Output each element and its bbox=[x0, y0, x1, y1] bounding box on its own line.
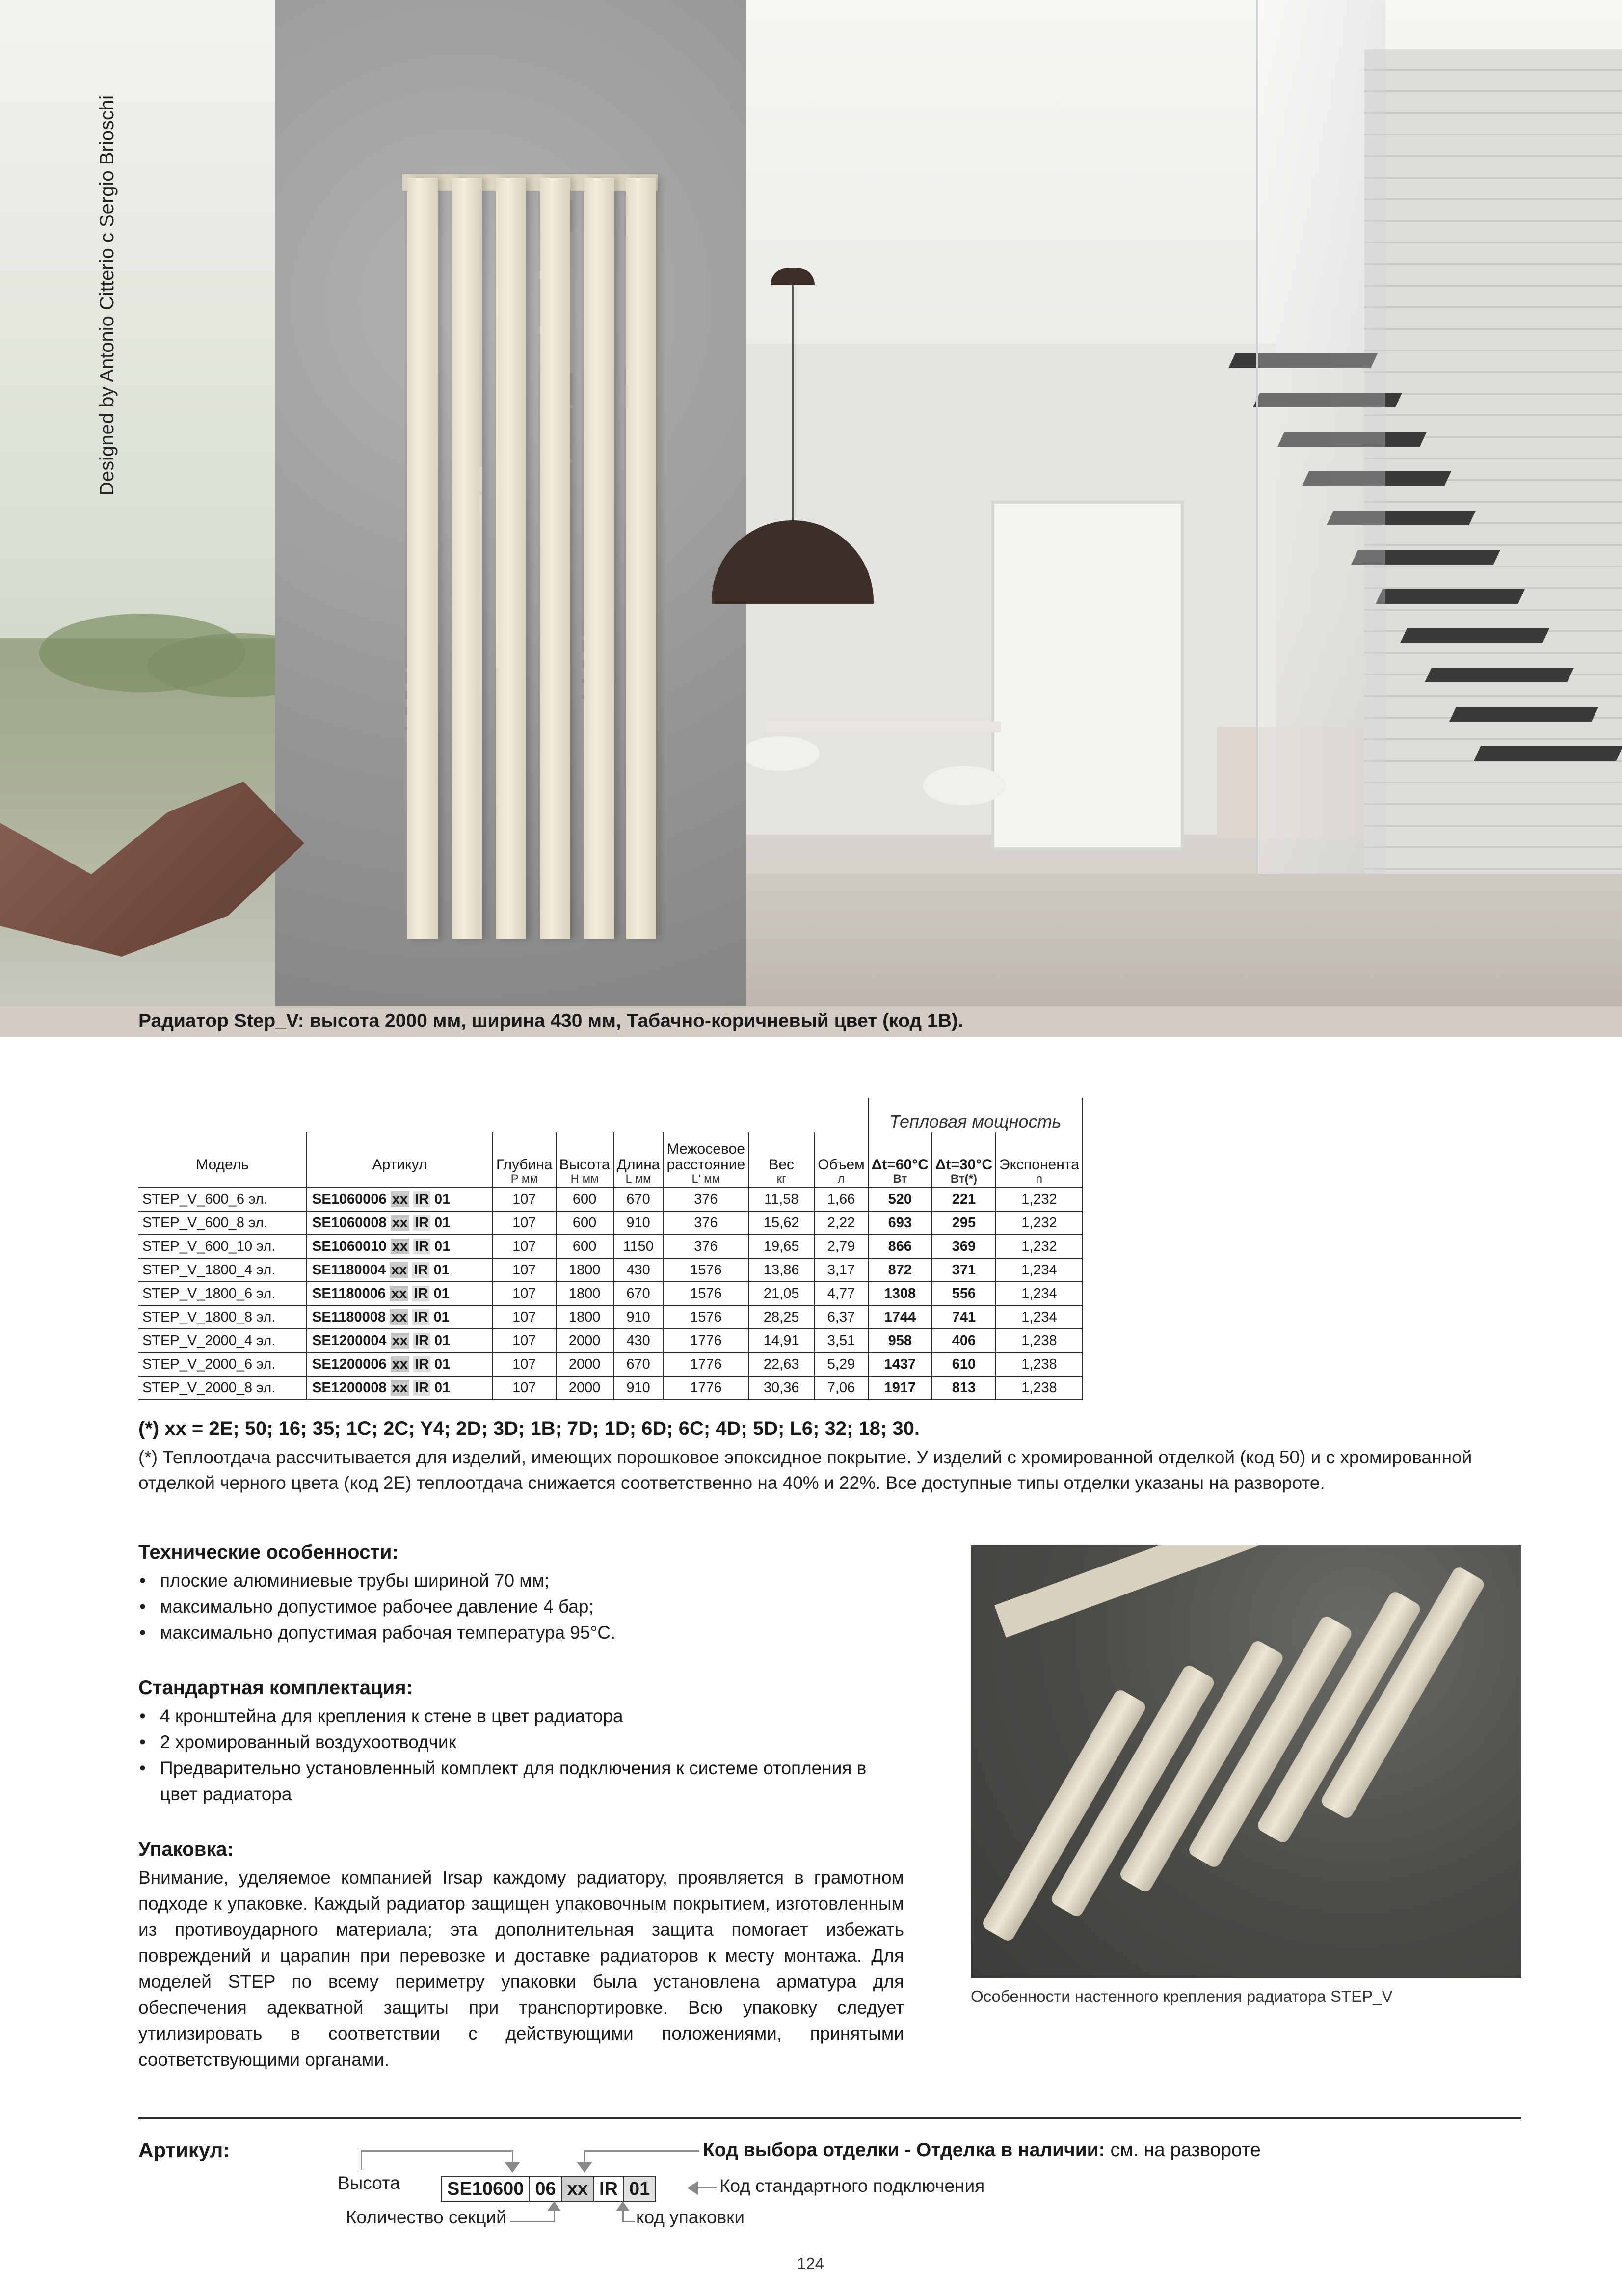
cell-w: 28,25 bbox=[748, 1305, 814, 1329]
article-part: SE1200008 bbox=[312, 1379, 387, 1396]
connector-line bbox=[584, 2150, 699, 2152]
cell-w: 30,36 bbox=[748, 1376, 814, 1400]
chair bbox=[923, 766, 1006, 805]
article-part: SE1200004 bbox=[312, 1332, 387, 1349]
cell-li: 1776 bbox=[663, 1329, 748, 1352]
cell-p: 107 bbox=[493, 1352, 556, 1376]
cell-h: 2000 bbox=[556, 1376, 613, 1400]
list-item: • плоские алюминиевые трубы шириной 70 мм; bbox=[138, 1567, 904, 1594]
article-part: SE1060008 bbox=[312, 1215, 387, 1231]
cell-l: 910 bbox=[613, 1305, 664, 1329]
table-row bbox=[138, 1305, 1083, 1329]
col-depth: Глубина bbox=[493, 1132, 556, 1172]
cell-w: 21,05 bbox=[748, 1282, 814, 1305]
stair-step bbox=[1400, 628, 1549, 643]
cell-v: 7,06 bbox=[814, 1376, 868, 1400]
article-part: xx bbox=[391, 1239, 409, 1254]
article-part: SE1180006 bbox=[312, 1285, 386, 1301]
cell-q30: 371 bbox=[932, 1258, 996, 1282]
cell-model: STEP_V_2000_8 эл. bbox=[138, 1376, 307, 1400]
cell-l: 670 bbox=[613, 1352, 664, 1376]
code-height: SE10600 bbox=[441, 2177, 530, 2201]
cell-li: 1776 bbox=[663, 1352, 748, 1376]
arrow-left-icon bbox=[687, 2181, 698, 2195]
page-number: 124 bbox=[797, 2254, 824, 2272]
glass-door bbox=[991, 501, 1184, 850]
unit-center-distance: L' мм bbox=[663, 1172, 748, 1188]
cell-q30: 610 bbox=[932, 1352, 996, 1376]
connection-label: Код стандартного подключения bbox=[719, 2176, 985, 2196]
cell-q60: 1917 bbox=[868, 1376, 932, 1400]
connector-line bbox=[622, 2210, 624, 2222]
cell-v: 2,79 bbox=[814, 1235, 868, 1258]
cell-h: 1800 bbox=[556, 1305, 613, 1329]
article-part: xx bbox=[391, 1380, 409, 1396]
radiator-tube bbox=[452, 178, 482, 939]
arrow-down-icon bbox=[577, 2162, 592, 2173]
cell-n: 1,238 bbox=[996, 1352, 1083, 1376]
article-part: IR bbox=[413, 1380, 430, 1396]
stair-step bbox=[1474, 746, 1622, 761]
cell-n: 1,234 bbox=[996, 1258, 1083, 1282]
article-part: SE1180004 bbox=[312, 1262, 386, 1278]
unit-dt60: Вт bbox=[868, 1172, 932, 1188]
article-part: xx bbox=[391, 1333, 409, 1349]
standard-list bbox=[138, 1703, 904, 1807]
cell-h: 1800 bbox=[556, 1258, 613, 1282]
col-article: Артикул bbox=[307, 1132, 493, 1172]
cell-model: STEP_V_1800_4 эл. bbox=[138, 1258, 307, 1282]
arrow-up-icon bbox=[547, 2201, 561, 2211]
list-item: • Предварительно установленный комплект для подключения к системе отопления в цвет радиатора bbox=[138, 1755, 904, 1807]
article-cell bbox=[307, 1376, 493, 1400]
cell-h: 2000 bbox=[556, 1329, 613, 1352]
connector-line bbox=[554, 2210, 555, 2222]
cell-v: 3,51 bbox=[814, 1329, 868, 1352]
cell-model: STEP_V_2000_6 эл. bbox=[138, 1352, 307, 1376]
cell-li: 1576 bbox=[663, 1258, 748, 1282]
cell-p: 107 bbox=[493, 1188, 556, 1211]
cell-v: 4,77 bbox=[814, 1282, 868, 1305]
cell-p: 107 bbox=[493, 1305, 556, 1329]
code-sections: 06 bbox=[530, 2177, 562, 2201]
height-label: Высота bbox=[338, 2173, 400, 2193]
unit-volume: л bbox=[814, 1172, 868, 1188]
cell-l: 670 bbox=[613, 1282, 664, 1305]
article-cell bbox=[307, 1258, 493, 1282]
cell-p: 107 bbox=[493, 1282, 556, 1305]
cell-p: 107 bbox=[493, 1329, 556, 1352]
packaging-code-label: код упаковки bbox=[636, 2207, 745, 2227]
col-height: Высота bbox=[556, 1132, 613, 1172]
radiator-tube bbox=[496, 178, 526, 939]
article-cell bbox=[307, 1188, 493, 1211]
article-part: SE1180008 bbox=[312, 1309, 386, 1325]
cell-w: 15,62 bbox=[748, 1211, 814, 1235]
cell-l: 910 bbox=[613, 1211, 664, 1235]
article-cell bbox=[307, 1352, 493, 1376]
cell-model: STEP_V_600_10 эл. bbox=[138, 1235, 307, 1258]
packaging-text: Внимание, уделяемое компанией Irsap каждому радиатору, проявляется в грамотном подходе к упаковке. Каждый радиатор защищен упаковочным покрытием, изготовленным из противоударного материала; эта дополнительная защита помогает избежать повреждений и царапин при перевозке и доставке радиаторов к месту монтажа. Для моделей STEP по всему периметру упаковки была установлена арматура для обеспечения адекватной защиты при транспортировке. Всю упаковку следует утилизировать в соответствии с действующими положениями, принятыми соответствующими органами. bbox=[138, 1867, 904, 2070]
article-part: IR bbox=[412, 1262, 429, 1278]
article-part: IR bbox=[413, 1239, 430, 1254]
cell-v: 6,37 bbox=[814, 1305, 868, 1329]
cell-p: 107 bbox=[493, 1211, 556, 1235]
packaging-title: Упаковка: bbox=[138, 1838, 234, 1860]
list-item: • максимально допустимая рабочая температура 95°С. bbox=[138, 1620, 904, 1646]
hero-photo bbox=[0, 0, 1622, 1006]
list-item: • 2 хромированный воздухоотводчик bbox=[138, 1729, 904, 1755]
unit-height: H мм bbox=[556, 1172, 613, 1188]
col-center-distance: Межосевое расстояние bbox=[663, 1132, 748, 1172]
cell-n: 1,238 bbox=[996, 1329, 1083, 1352]
article-part: 01 bbox=[434, 1356, 451, 1372]
cell-q30: 221 bbox=[932, 1188, 996, 1211]
cell-q60: 520 bbox=[868, 1188, 932, 1211]
cell-q60: 1744 bbox=[868, 1305, 932, 1329]
article-part: IR bbox=[413, 1215, 430, 1231]
article-part: 01 bbox=[433, 1309, 450, 1325]
radiator-tube bbox=[407, 178, 438, 939]
cell-model: STEP_V_600_8 эл. bbox=[138, 1211, 307, 1235]
cell-h: 600 bbox=[556, 1235, 613, 1258]
article-part: 01 bbox=[433, 1262, 450, 1278]
spec-table-body bbox=[138, 1188, 1083, 1400]
cell-q60: 866 bbox=[868, 1235, 932, 1258]
table-notes bbox=[138, 1418, 1532, 1496]
cell-v: 2,22 bbox=[814, 1211, 868, 1235]
cell-l: 1150 bbox=[613, 1235, 664, 1258]
cell-q60: 1308 bbox=[868, 1282, 932, 1305]
cell-p: 107 bbox=[493, 1235, 556, 1258]
article-part: 01 bbox=[434, 1379, 451, 1396]
cell-q30: 556 bbox=[932, 1282, 996, 1305]
article-part: xx bbox=[391, 1215, 409, 1231]
list-item: • максимально допустимое рабочее давление 4 бар; bbox=[138, 1594, 904, 1620]
article-title: Артикул: bbox=[138, 2138, 230, 2161]
cell-l: 910 bbox=[613, 1376, 664, 1400]
article-cell bbox=[307, 1305, 493, 1329]
designer-credit: Designed by Antonio Citterio c Sergio Brioschi bbox=[96, 95, 118, 496]
tech-title: Технические особенности: bbox=[138, 1541, 399, 1563]
radiator-top-rail bbox=[402, 174, 658, 191]
cell-h: 1800 bbox=[556, 1282, 613, 1305]
article-part: 01 bbox=[434, 1238, 451, 1254]
cell-n: 1,234 bbox=[996, 1282, 1083, 1305]
table-row bbox=[138, 1258, 1083, 1282]
article-part: 01 bbox=[434, 1215, 451, 1231]
cell-q30: 295 bbox=[932, 1211, 996, 1235]
cell-n: 1,234 bbox=[996, 1305, 1083, 1329]
cell-h: 600 bbox=[556, 1188, 613, 1211]
article-part: 01 bbox=[434, 1191, 451, 1207]
cell-l: 430 bbox=[613, 1329, 664, 1352]
radiator-tube bbox=[540, 178, 570, 939]
cell-q30: 741 bbox=[932, 1305, 996, 1329]
article-part: IR bbox=[413, 1333, 430, 1349]
radiator-tube bbox=[626, 178, 656, 939]
arrow-up-icon bbox=[616, 2201, 630, 2211]
article-cell bbox=[307, 1282, 493, 1305]
article-part: xx bbox=[390, 1309, 408, 1325]
brick-wall bbox=[1364, 49, 1622, 957]
article-part: 01 bbox=[433, 1285, 450, 1301]
cell-model: STEP_V_1800_6 эл. bbox=[138, 1282, 307, 1305]
finish-codes: (*) xx = 2E; 50; 16; 35; 1C; 2C; Y4; 2D; 3D; 1B; 7D; 1D; 6D; 6C; 4D; 5D; L6; 32; 18; 30. bbox=[138, 1418, 920, 1439]
code-packaging: 01 bbox=[624, 2177, 656, 2201]
table-row bbox=[138, 1329, 1083, 1352]
article-part: xx bbox=[390, 1286, 408, 1301]
cell-q60: 1437 bbox=[868, 1352, 932, 1376]
photo-caption-band bbox=[0, 1006, 1622, 1037]
article-part: xx bbox=[390, 1262, 408, 1278]
cell-v: 1,66 bbox=[814, 1188, 868, 1211]
footnote: (*) Теплоотдача рассчитывается для изделий, имеющих порошковое эпоксидное покрытие. У изделий с хромированной отделкой (код 50) и с хромированной отделкой черного цвета (код 2Е) теплоотдача снижается соответственно на 40% и 22%. Все доступные типы отделки указаны на развороте. bbox=[138, 1447, 1472, 1493]
tech-list bbox=[138, 1567, 904, 1646]
cell-li: 376 bbox=[663, 1211, 748, 1235]
unit-length: L мм bbox=[613, 1172, 664, 1188]
cell-li: 376 bbox=[663, 1188, 748, 1211]
cell-n: 1,232 bbox=[996, 1188, 1083, 1211]
connector-line bbox=[361, 2150, 362, 2170]
list-item: • 4 кронштейна для крепления к стене в цвет радиатора bbox=[138, 1703, 904, 1729]
cell-q60: 958 bbox=[868, 1329, 932, 1352]
table-row bbox=[138, 1376, 1083, 1400]
stair-step bbox=[1449, 707, 1598, 722]
col-exponent: Экспонента bbox=[996, 1132, 1083, 1172]
cell-w: 14,91 bbox=[748, 1329, 814, 1352]
col-length: Длина bbox=[613, 1132, 664, 1172]
detail-caption: Особенности настенного крепления радиатора STEP_V bbox=[971, 1987, 1393, 2005]
standard-title: Стандартная комплектация: bbox=[138, 1677, 413, 1699]
cell-li: 1776 bbox=[663, 1376, 748, 1400]
cell-q30: 406 bbox=[932, 1329, 996, 1352]
article-part: IR bbox=[413, 1191, 430, 1207]
photo-caption: Радиатор Step_V: высота 2000 мм, ширина 430 мм, Табачно-коричневый цвет (код 1В). bbox=[138, 1010, 963, 1031]
stair-step bbox=[1425, 668, 1574, 682]
article-part: SE1200006 bbox=[312, 1356, 387, 1372]
chair bbox=[741, 736, 820, 771]
unit-dt30: Вт(*) bbox=[932, 1172, 996, 1188]
col-model: Модель bbox=[196, 1156, 249, 1173]
code-connection: IR bbox=[594, 2177, 624, 2201]
dining-table bbox=[766, 722, 1001, 732]
description-column bbox=[138, 1541, 904, 2073]
cell-h: 2000 bbox=[556, 1352, 613, 1376]
cell-q30: 813 bbox=[932, 1376, 996, 1400]
radiator-tube bbox=[584, 178, 614, 939]
connector-line bbox=[622, 2221, 635, 2222]
cell-n: 1,232 bbox=[996, 1211, 1083, 1235]
unit-weight: кг bbox=[748, 1172, 814, 1188]
article-code bbox=[441, 2176, 656, 2202]
divider bbox=[138, 2117, 1521, 2119]
article-part: SE1060006 bbox=[312, 1191, 387, 1207]
cell-model: STEP_V_600_6 эл. bbox=[138, 1188, 307, 1211]
cell-q60: 693 bbox=[868, 1211, 932, 1235]
cell-n: 1,232 bbox=[996, 1235, 1083, 1258]
article-part: SE1060010 bbox=[312, 1238, 387, 1254]
article-cell bbox=[307, 1235, 493, 1258]
connector-line bbox=[697, 2187, 717, 2188]
finish-selection-label: Код выбора отделки - Отделка в наличии: см. на развороте bbox=[703, 2139, 1261, 2161]
table-row bbox=[138, 1235, 1083, 1258]
cell-w: 19,65 bbox=[748, 1235, 814, 1258]
col-volume: Объем bbox=[814, 1132, 868, 1172]
connector-line bbox=[361, 2150, 513, 2152]
table-row bbox=[138, 1211, 1083, 1235]
article-part: IR bbox=[412, 1286, 429, 1301]
col-weight: Вес bbox=[748, 1132, 814, 1172]
cell-n: 1,238 bbox=[996, 1376, 1083, 1400]
article-part: xx bbox=[391, 1356, 409, 1372]
stair-step bbox=[1376, 589, 1525, 604]
article-part: IR bbox=[413, 1356, 430, 1372]
cell-w: 11,58 bbox=[748, 1188, 814, 1211]
unit-exponent: n bbox=[996, 1172, 1083, 1188]
arrow-down-icon bbox=[505, 2162, 520, 2173]
cell-li: 1576 bbox=[663, 1305, 748, 1329]
cell-p: 107 bbox=[493, 1376, 556, 1400]
unit-depth: P мм bbox=[493, 1172, 556, 1188]
spec-table bbox=[138, 1098, 1083, 1400]
cell-q60: 872 bbox=[868, 1258, 932, 1282]
cell-h: 600 bbox=[556, 1211, 613, 1235]
code-finish: xx bbox=[562, 2177, 594, 2201]
table-row bbox=[138, 1282, 1083, 1305]
sections-label: Количество секций bbox=[346, 2207, 506, 2227]
col-dt60: Δt=60°C bbox=[868, 1132, 932, 1172]
article-cell bbox=[307, 1211, 493, 1235]
lamp-cord bbox=[792, 275, 794, 520]
table-row bbox=[138, 1352, 1083, 1376]
cell-l: 430 bbox=[613, 1258, 664, 1282]
cell-model: STEP_V_2000_4 эл. bbox=[138, 1329, 307, 1352]
col-dt30: Δt=30°C bbox=[932, 1132, 996, 1172]
table-row bbox=[138, 1188, 1083, 1211]
cell-q30: 369 bbox=[932, 1235, 996, 1258]
article-cell bbox=[307, 1329, 493, 1352]
cell-w: 22,63 bbox=[748, 1352, 814, 1376]
cell-li: 1576 bbox=[663, 1282, 748, 1305]
cell-v: 3,17 bbox=[814, 1258, 868, 1282]
cell-p: 107 bbox=[493, 1258, 556, 1282]
connector-line bbox=[510, 2221, 555, 2222]
heat-output-group-header: Тепловая мощность bbox=[868, 1098, 1083, 1132]
cell-model: STEP_V_1800_8 эл. bbox=[138, 1305, 307, 1329]
cell-v: 5,29 bbox=[814, 1352, 868, 1376]
cell-w: 13,86 bbox=[748, 1258, 814, 1282]
article-part: IR bbox=[412, 1309, 429, 1325]
glass-balustrade bbox=[1256, 0, 1385, 972]
article-part: 01 bbox=[434, 1332, 451, 1349]
article-part: xx bbox=[391, 1191, 409, 1207]
mounting-detail-photo bbox=[971, 1545, 1521, 1978]
cell-l: 670 bbox=[613, 1188, 664, 1211]
cell-li: 376 bbox=[663, 1235, 748, 1258]
